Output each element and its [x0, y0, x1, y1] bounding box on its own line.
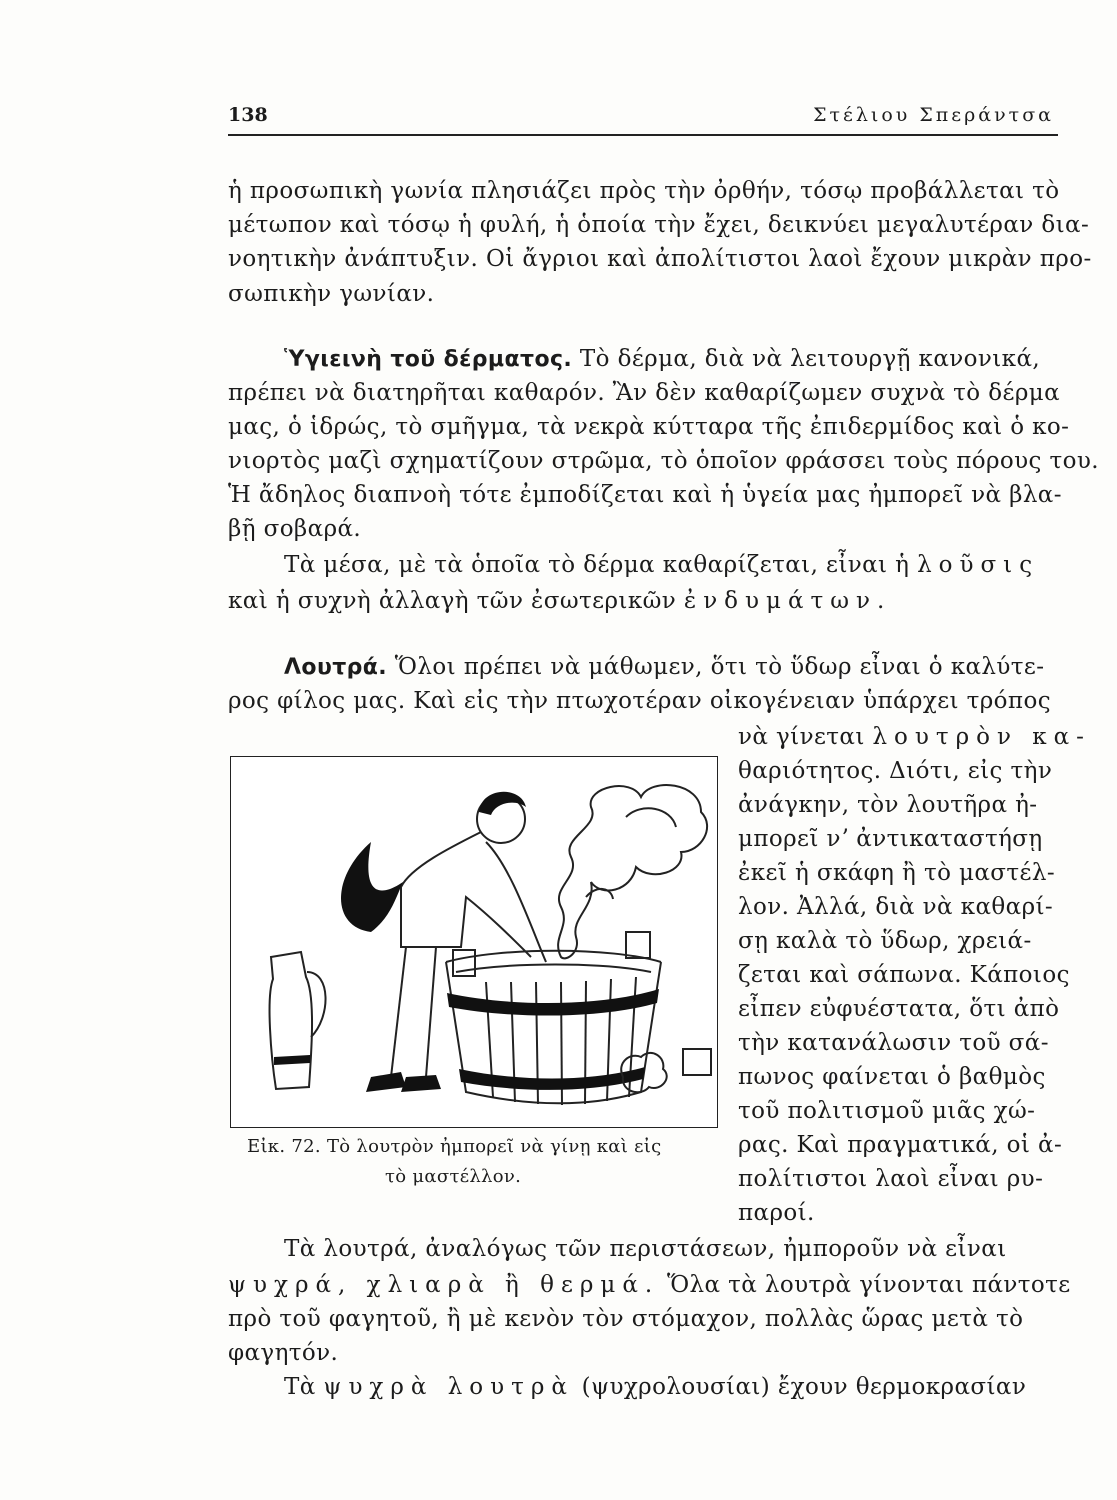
page-header	[228, 104, 1058, 136]
text-line: νοητικὴν ἀνάπτυξιν. Οἱ ἄγριοι καὶ ἀπολίτιστοι λαοὶ ἔχουν μικρὰν προ-	[228, 246, 1092, 272]
text-line: πρέπει νὰ διατηρῆται καθαρόν. Ἂν δὲν καθαρίζωμεν συχνὰ τὸ δέρμα	[228, 380, 1061, 406]
text-line: νιορτὸς μαζὶ σχηματίζουν στρῶμα, τὸ ὁποῖον φράσσει τοὺς πόρους του.	[228, 448, 1100, 474]
boy-leg	[391, 947, 406, 1077]
tub-band-top	[447, 989, 659, 1016]
side-text-line: εἶπεν εὐφυέστατα, ὅτι ἀπὸ	[738, 996, 1060, 1022]
text-line	[738, 722, 1091, 752]
side-text-line: ἀνάγκην, τὸν λουτῆρα ἠ-	[738, 792, 1038, 818]
towel	[341, 842, 403, 932]
text-line: φαγητόν.	[228, 1340, 339, 1366]
section-heading-baths: Λουτρά.	[284, 655, 388, 680]
side-text-line: παροί.	[738, 1200, 815, 1226]
text-run: (ψυχρολουσίαι) ἔχουν θερμοκρασίαν	[581, 1374, 1027, 1400]
side-text-line: τὴν κατανάλωσιν τοῦ σά-	[738, 1030, 1049, 1056]
side-text-line: λον. Ἀλλά, διὰ νὰ καθαρί-	[738, 894, 1054, 920]
spaced-term: ἐνδυμάτων.	[683, 588, 892, 614]
text-run: Τὸ δέρμα, διὰ νὰ λειτουργῇ κανονικά,	[572, 346, 1041, 372]
side-text-line: μπορεῖ νʼ ἀντικαταστήσῃ	[738, 826, 1043, 852]
page-number: 138	[228, 104, 268, 126]
text-line: ἡ προσωπικὴ γωνία πλησιάζει πρὸς τὴν ὀρθήν, τόσῳ προβάλλεται τὸ	[228, 178, 1060, 204]
text-run: Τὰ μέσα, μὲ τὰ ὁποῖα τὸ δέρμα καθαρίζεται, εἶναι ἡ	[284, 552, 910, 578]
text-line	[228, 586, 891, 616]
text-run: νὰ γίνεται	[738, 724, 865, 750]
text-line	[284, 550, 1039, 580]
text-line: μέτωπον καὶ τόσῳ ἡ φυλή, ἡ ὁποία τὴν ἔχει, δεικνύει μεγαλυτέραν δια-	[228, 212, 1090, 238]
spaced-term: λοῦσις	[917, 552, 1040, 578]
section-heading-line	[284, 344, 1040, 375]
tub-band-bottom	[459, 1067, 645, 1090]
text-line: ρος φίλος μας. Καὶ εἰς τὴν πτωχοτέραν οἰκογένειαν ὑπάρχει τρόπος	[228, 688, 1051, 714]
pitcher-band	[274, 1055, 310, 1065]
spaced-term: λουτρὸν κα-	[872, 724, 1091, 750]
running-head: Στέλιου Σπεράντσα	[813, 104, 1054, 126]
figure-illustration	[230, 756, 718, 1128]
section-heading-skin: Ὑγιεινὴ τοῦ δέρματος.	[284, 347, 573, 372]
figure-caption: Εἰκ. 72. Τὸ λουτρὸν ἠμπορεῖ νὰ γίνῃ καὶ εἰς	[247, 1136, 662, 1157]
boy-hair	[479, 792, 526, 815]
text-run: Ὅλα τὰ λουτρὰ γίνονται πάντοτε	[659, 1272, 1071, 1298]
boy-torso	[401, 832, 531, 957]
pitcher-handle	[307, 972, 326, 1037]
boy-arm	[486, 842, 546, 962]
text-line: Τὰ λουτρά, ἀναλόγως τῶν περιστάσεων, ἠμποροῦν νὰ εἶναι	[284, 1236, 1007, 1262]
text-line	[284, 1372, 1026, 1402]
text-line: σωπικὴν γωνίαν.	[228, 281, 435, 307]
boy-leg	[426, 947, 436, 1077]
text-line: πρὸ τοῦ φαγητοῦ, ἢ μὲ κενὸν τὸν στόμαχον, πολλὰς ὥρας μετὰ τὸ	[228, 1306, 1024, 1332]
spaced-term: ψυχρὰ λουτρὰ	[323, 1374, 574, 1400]
text-line: βῇ σοβαρά.	[228, 516, 362, 542]
text-line: μας, ὁ ἱδρώς, τὸ σμῆγμα, τὰ νεκρὰ κύτταρα τῆς ἐπιδερμίδος καὶ ὁ κο-	[228, 414, 1070, 440]
text-run: καὶ ἡ συχνὴ ἀλλαγὴ τῶν ἐσωτερικῶν	[228, 588, 677, 614]
side-text-line: πολίτιστοι λαοὶ εἶναι ρυ-	[738, 1166, 1044, 1192]
figure-caption: τὸ μαστέλλον.	[385, 1166, 522, 1187]
side-text-line: ζεται καὶ σάπωνα. Κάποιος	[738, 962, 1070, 988]
slipper	[366, 1072, 406, 1092]
tub-rim-inner	[456, 965, 651, 973]
soap-box	[683, 1049, 711, 1075]
section-heading-line	[284, 652, 1044, 683]
side-text-line: ἐκεῖ ἡ σκάφη ἢ τὸ μαστέλ-	[738, 860, 1055, 886]
side-text-line: θαριότητος. Διότι, εἰς τὴν	[738, 758, 1053, 784]
text-run: Τὰ	[284, 1374, 316, 1400]
tub-rim	[446, 951, 661, 962]
pitcher	[270, 952, 312, 1089]
steam-curl	[626, 808, 676, 827]
bath-illustration	[231, 757, 717, 1127]
side-text-line: σῃ καλὰ τὸ ὕδωρ, χρειά-	[738, 928, 1032, 954]
side-text-line: ρας. Καὶ πραγματικά, οἱ ἀ-	[738, 1132, 1063, 1158]
text-line	[228, 1270, 1071, 1300]
text-line: Ἡ ἄδηλος διαπνοὴ τότε ἐμποδίζεται καὶ ἡ ὑγεία μας ἠμπορεῖ νὰ βλα-	[228, 482, 1062, 508]
tub-handle-right	[626, 932, 650, 958]
spaced-term: ψυχρά, χλιαρὰ ἢ θερμά.	[228, 1272, 660, 1298]
side-text-line: πωνος φαίνεται ὁ βαθμὸς	[738, 1064, 1046, 1090]
side-text-line: τοῦ πολιτισμοῦ μιᾶς χώ-	[738, 1098, 1036, 1124]
slipper	[401, 1075, 441, 1092]
text-run: Ὅλοι πρέπει νὰ μάθωμεν, ὅτι τὸ ὕδωρ εἶναι ὁ καλύτε-	[387, 654, 1045, 680]
